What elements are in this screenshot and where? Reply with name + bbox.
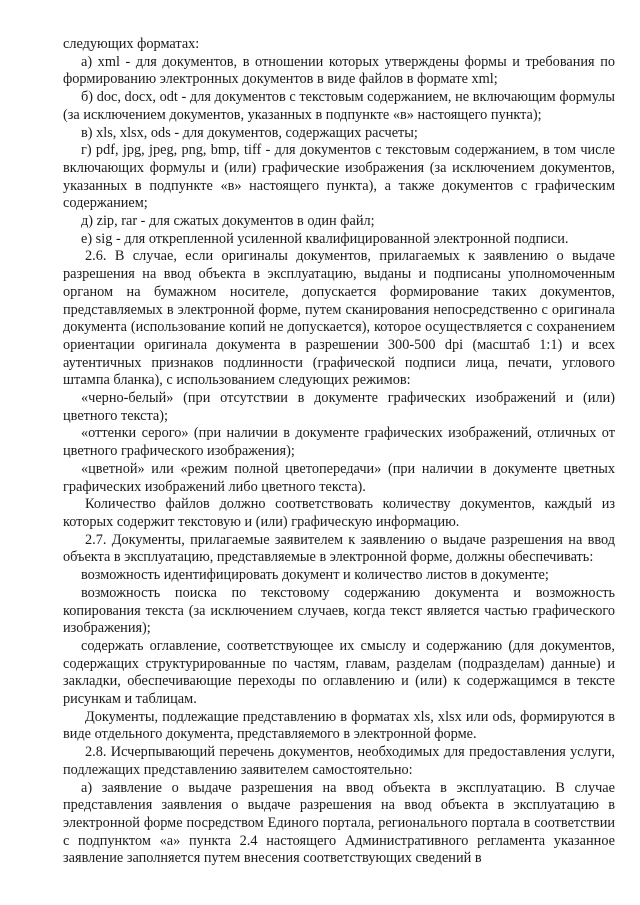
list-item-xml: а) xml - для документов, в отношении которых утверждены формы и требования по формированию электронных документов в виде файлов в формате xml; [63,53,615,88]
paragraph-continuation: следующих форматах: [63,36,200,52]
mode-color: «цветной» или «режим полной цветопередачи» (при наличии в документе цветных графических изображений либо цветного текста). [63,460,615,495]
list-item-sig: е) sig - для открепленной усиленной квалифицированной электронной подписи. [81,230,569,247]
item-application: а) заявление о выдаче разрешения на ввод объекта в эксплуатацию. В случае представления заявления о выдаче разрешения на ввод объекта в эксплуатацию в электронной форме посредством Единого портала, регионального портала в соответствии с подпунктом «а» пункта 2.4 настоящего Административного регламента указанное заявление заполняется путем внесения соответствующих сведений в [63,779,615,867]
requirement-toc: содержать оглавление, соответствующее их смыслу и содержанию (для документов, содержащих структурированные по частям, главам, разделам (подразделам) данные) и закладки, обеспечивающие переходы по оглавлению и (или) к содержащимся в тексте рисункам и таблицам. [63,637,615,708]
list-item-doc: б) doc, docx, odt - для документов с текстовым содержанием, не включающим формулы (за исключением документов, указанных в подпункте «в» настоящего пункта); [63,89,615,123]
section-2-8: 2.8. Исчерпывающий перечень документов, необходимых для предоставления услуги, подлежащих представлению заявителем самостоятельно: [63,744,615,778]
section-2-7: 2.7. Документы, прилагаемые заявителем к заявлению о выдаче разрешения на ввод объекта в эксплуатацию, представляемые в электронной форме, должны обеспечивать: [63,531,615,566]
list-item-xls: в) xls, xlsx, ods - для документов, содержащих расчеты; [81,124,418,141]
requirement-search: возможность поиска по текстовому содержанию документа и возможность копирования текста (за исключением случаев, когда текст является частью графического изображения); [63,584,615,637]
list-item-zip: д) zip, rar - для сжатых документов в один файл; [81,213,375,230]
spreadsheet-paragraph: Документы, подлежащие представлению в форматах xls, xlsx или ods, формируются в виде отдельного документа, представляемого в электронной форме. [63,708,615,743]
file-count-paragraph: Количество файлов должно соответствовать количеству документов, каждый из которых содержит текстовую и (или) графическую информацию. [63,496,615,530]
mode-black-white: «черно-белый» (при отсутствии в документе графических изображений и (или) цветного текста); [63,390,615,424]
requirement-identify: возможность идентифицировать документ и количество листов в документе; [81,567,549,584]
section-2-6: 2.6. В случае, если оригиналы документов, прилагаемых к заявлению о выдаче разрешения на ввод объекта в эксплуатацию, выданы и подписаны уполномоченным органом на бумажном носителе, допускается формирование таких документов, представляемых в электронной форме, путем сканирования непосредственно с оригинала документа (использование копий не допускается), которое осуществляется с сохранением ориентации оригинала документа в разрешении 300-500 dpi (масштаб 1:1) и всех аутентичных признаков подлинности (графической подписи лица, печати, углового штампа бланка), с использованием следующих режимов: [63,248,615,389]
list-item-pdf: г) pdf, jpg, jpeg, png, bmp, tiff - для документов с текстовым содержанием, в том числе включающих формулы и (или) графические изображения (за исключением документов, указанных в подпункте «в» настоящего пункта), а также документов с графическим содержанием; [63,142,615,212]
mode-grayscale: «оттенки серого» (при наличии в документе графических изображений, отличных от цветного графического изображения); [63,425,615,460]
